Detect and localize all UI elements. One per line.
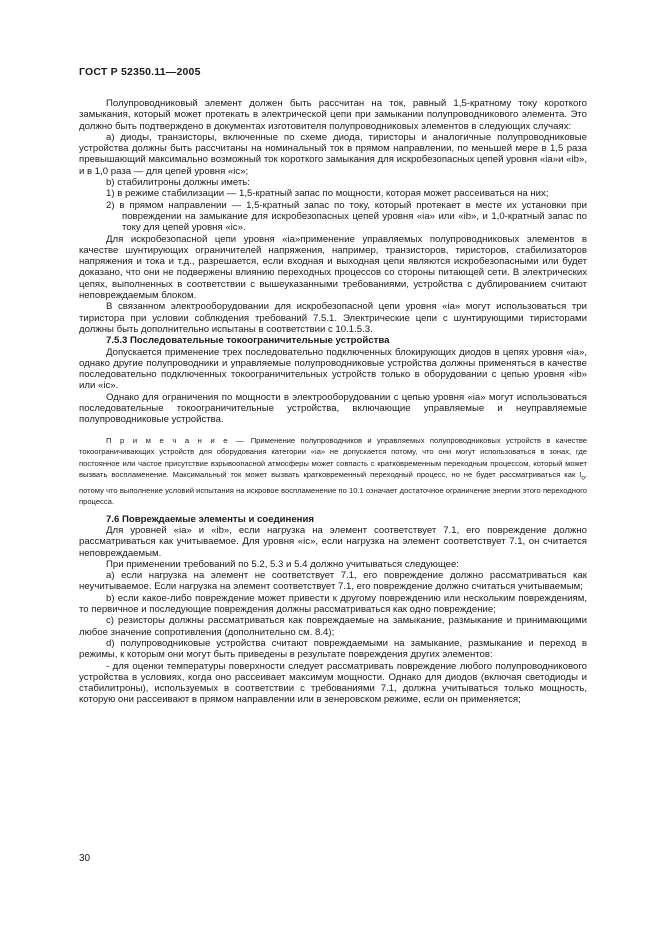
section-heading-7-5-3: 7.5.3 Последовательные токоограничительные устройства <box>106 335 390 347</box>
paragraph: Полупроводниковый элемент должен быть рассчитан на ток, равный 1,5-кратному току короткого замыкания, который может протекать в электрической цепи при замыкании полупроводникового элемента. Это должно быть подтверждено в документах изготовителя полупроводниковых элементов в следующих случаях: <box>79 98 587 132</box>
note-text-tail: , потому что выполнение условий испытания на искровое воспламенение по 10.1 означает достаточное ограничение энергии этого переходного процесса. <box>79 470 587 507</box>
sub-item-1: 1) в режиме стабилизации — 1,5-кратный запас по мощности, которая может рассеиваться на них; <box>106 188 549 200</box>
dash-item: - для оценки температуры поверхности следует рассматривать повреждение любого полупроводникового устройства в условиях, когда оно рассеивает максимум мощности. Однако для диодов (включая светодиоды и стабилитроны), используемых в соответствии с требованиями 7.1, должна учитываться только мощность, которую они рассеивают в прямом направлении или в зенеровском режиме, если он применяется; <box>79 660 587 706</box>
list-item-c: c) резисторы должны рассматриваться как повреждаемые на замыкание, размыкание и принимающими любое значение сопротивления (дополнительно см. 8.4); <box>79 615 587 638</box>
page-number: 30 <box>79 853 91 864</box>
paragraph: При применении требований по 5.2, 5.3 и 5.4 должно учитываться следующее: <box>106 558 459 570</box>
list-item-a: a) диоды, транзисторы, включенные по схеме диода, тиристоры и аналогичные полупроводниковые устройства должны быть рассчитаны на номинальный ток в прямом направлении, по меньшей мере в 1,5 раза превышающий максимально возможный ток короткого замыкания для искробезопасных цепей уровня «ia»и «ib», и в 1,0 раза — для цепей уровня «ic»; <box>79 131 587 177</box>
paragraph: В связанном электрооборудовании для искробезопасной цепи уровня «ia» могут использоваться три тиристора при условии соблюдения требований 7.5.1. Электрические цепи с шунтирующими тиристорами должны быть дополнительно испытаны в соответствии с 10.1.5.3. <box>79 301 587 335</box>
standard-header: ГОСТ Р 52350.11—2005 <box>79 66 201 78</box>
note-subscript: о <box>581 474 585 482</box>
note-paragraph <box>79 435 587 508</box>
note-label: П р и м е ч а н и е — <box>106 435 246 445</box>
section-heading-7-6: 7.6 Повреждаемые элементы и соединения <box>106 513 314 525</box>
list-item-b: b) если какое-либо повреждение может привести к другому повреждению или нескольким повреждениям, то первичное и последующие повреждения должны рассматриваться как одно повреждение; <box>79 592 587 616</box>
sub-item-2: 2) в прямом направлении — 1,5-кратный запас по току, который протекает в месте их установки при повреждении на замыкание для искробезопасных цепей уровня «ia» или «ib», и 1,0-кратный запас по току для цепей уровня «ic». <box>106 199 587 234</box>
paragraph: Для искробезопасной цепи уровня «ia»применение управляемых полупроводниковых элементов в качестве шунтирующих ограничителей напряжения, например, транзисторов, тиристоров, стабилизаторов напряжения и тока и т.д., разрешается, если входная и выходная цепи являются искробезопасными или будет доказано, что они не подвержены влиянию переходных процессов со стороны питающей сети. В электрических цепях, выполненных в соответствии с вышеуказанными требованиями, устройства с дублированием считают неповреждаемым блоком. <box>79 233 587 302</box>
list-item-a: a) если нагрузка на элемент не соответствует 7.1, его повреждение должно рассматриваться как неучитываемое. Если нагрузка на элемент соответствует 7.1, его повреждение должно считаться учитываемым; <box>79 570 587 593</box>
note-text: Применение полупроводников и управляемых полупроводниковых устройств в качестве токоограничивающих устройств для оборудования категории «ia» не допускается потому, что они могут использоваться в зонах, где постоянное или частое присутствие взрывоопасной атмосферы может совпасть с кратковременным переходным процессом, который может вызвать воспламенение. Максимальный ток может вызвать кратковременный переходный процесс, но не будет рассматриваться как I <box>79 435 588 480</box>
body-text <box>79 98 587 706</box>
paragraph: Допускается применение трех последовательно подключенных блокирующих диодов в цепях уровня «ia», однако другие полупроводники и управляемые полупроводниковые устройства должны применяться в качестве последовательно подключенных токоограничительных устройств только в оборудовании с цепью уровня «ib» или «ic». <box>79 346 587 392</box>
paragraph: Однако для ограничения по мощности в электрооборудовании с цепью уровня «ia» могут использоваться последовательные токоограничительные устройства, включающие управляемые и неуправляемые полупроводниковые устройства. <box>79 391 587 426</box>
list-item-b: b) стабилитроны должны иметь: <box>106 177 250 189</box>
paragraph: Для уровней «ia» и «ib», если нагрузка на элемент соответствует 7.1, его повреждение должно рассматриваться как учитываемое. Для уровня «ic», если нагрузка на элемент соответствует 7.1, он считается неповреждаемым. <box>79 524 587 559</box>
list-item-d: d) полупроводниковые устройства считают повреждаемыми на замыкание, размыкание и переход в режимы, к которым они могут быть приведены в результате повреждения других элементов: <box>79 637 587 661</box>
